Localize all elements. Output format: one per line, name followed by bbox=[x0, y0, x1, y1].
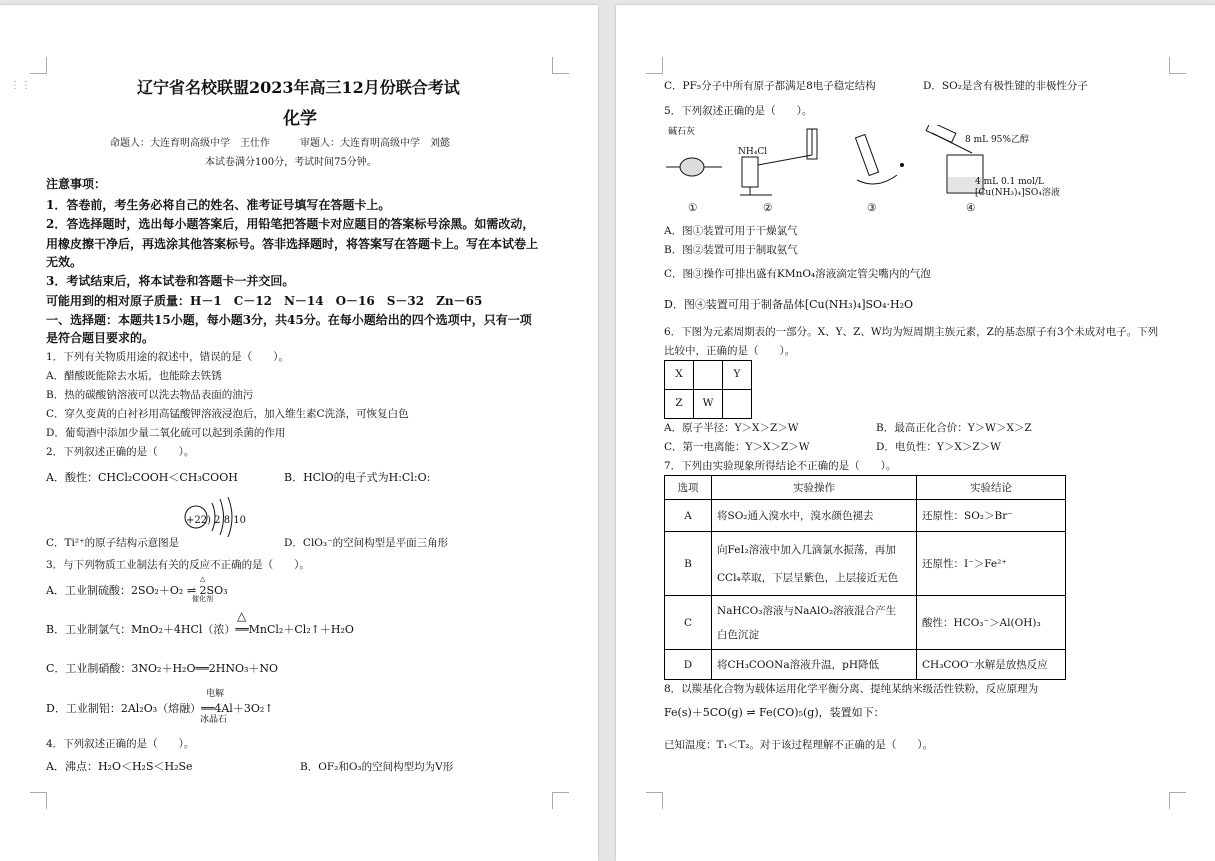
q3d-condition-bottom: 冰晶石 bbox=[200, 715, 228, 725]
table-row bbox=[665, 532, 1066, 596]
q6-option-d: D．电负性：Y＞X＞Z＞W bbox=[876, 441, 1001, 453]
corner-mark bbox=[552, 792, 569, 809]
question-6: 6．下图为元素周期表的一部分。X、Y、Z、W均为短周期主族元素，Z的基态原子有3个未成对电子。下列 bbox=[664, 326, 1159, 338]
table-row bbox=[665, 596, 1066, 650]
subject-title: 化学 bbox=[283, 109, 317, 129]
q4-option-a: A．沸点：H₂O＜H₂S＜H₂Se bbox=[46, 760, 193, 773]
q1-option-a: A．醋酸既能除去水垢，也能除去铁锈 bbox=[46, 370, 222, 382]
drag-handle-icon[interactable]: ⋮⋮ bbox=[10, 80, 32, 91]
row-option: B bbox=[665, 532, 712, 596]
q4-option-d: D．SO₂是含有极性键的非极性分子 bbox=[923, 80, 1088, 92]
figure-number-3: ③ bbox=[867, 202, 877, 214]
question-6-cont: 比较中，正确的是（ ）。 bbox=[664, 345, 796, 357]
figure-number-1: ① bbox=[688, 202, 698, 214]
atomic-mass: 可能用到的相对原子质量：H－1 C－12 N－14 O－16 S－32 Zn－65 bbox=[46, 294, 483, 308]
question-5: 5．下列叙述正确的是（ ）。 bbox=[664, 105, 813, 117]
question-8: 8．以羰基化合物为载体运用化学平衡分离、提纯某纳米级活性铁粉，反应原理为 bbox=[664, 683, 1039, 695]
figure-label-nh4cl: NH₄Cl bbox=[738, 147, 768, 157]
row-option: C bbox=[665, 596, 712, 650]
notice-1: 1．答卷前，考生务必将自己的姓名、准考证号填写在答题卡上。 bbox=[46, 198, 391, 212]
periodic-cell-y: Y bbox=[722, 360, 752, 390]
q3a-condition-top: △ bbox=[200, 575, 206, 583]
q3-option-a: A．工业制硫酸：2SO₂＋O₂ ⇌ 2SO₃ bbox=[46, 584, 228, 597]
section-heading-cont: 是符合题目要求的。 bbox=[46, 331, 155, 345]
table-header-row bbox=[665, 476, 1066, 500]
periodic-cell-w: W bbox=[693, 389, 723, 419]
document-page-right bbox=[616, 5, 1215, 861]
notice-2: 2．答选择题时，选出每小题答案后，用铅笔把答题卡对应题目的答案标号涂黑。如需改动， bbox=[46, 217, 535, 231]
question-4: 4．下列叙述正确的是（ ）。 bbox=[46, 738, 195, 750]
question-8-reaction: Fe(s)＋5CO(g) ⇌ Fe(CO)₅(g)，装置如下： bbox=[664, 706, 885, 719]
q1-option-b: B．热的碳酸钠溶液可以洗去物品表面的油污 bbox=[46, 389, 254, 401]
figure-label-soda-lime: 碱石灰 bbox=[668, 127, 696, 137]
q3a-condition-bottom: 催化剂 bbox=[192, 595, 213, 603]
figure-label-solution: [Cu(NH₃)₄]SO₄溶液 bbox=[975, 188, 1060, 198]
ti-atom-label: +22) 2 8 10 bbox=[186, 515, 246, 526]
q6-option-c: C．第一电离能：Y＞X＞Z＞W bbox=[664, 441, 810, 453]
question-2: 2．下列叙述正确的是（ ）。 bbox=[46, 446, 195, 458]
table-header-option: 选项 bbox=[665, 476, 712, 500]
q2-option-a: A．酸性：CHCl₂COOH＜CH₃COOH bbox=[46, 471, 238, 484]
table-row bbox=[665, 500, 1066, 532]
corner-mark bbox=[30, 792, 47, 809]
figure-label-ethanol: 8 mL 95%乙醇 bbox=[965, 135, 1029, 145]
q1-option-c: C．穿久变黄的白衬衫用高锰酸钾溶液浸泡后，加入维生素C洗涤，可恢复白色 bbox=[46, 408, 409, 420]
question-1: 1．下列有关物质用途的叙述中，错误的是（ ）。 bbox=[46, 351, 289, 363]
q3-option-c: C．工业制硝酸：3NO₂＋H₂O══2HNO₃＋NO bbox=[46, 662, 279, 675]
row-operation-line: 白色沉淀 bbox=[717, 628, 759, 641]
q4-option-b: B．OF₂和O₃的空间构型均为V形 bbox=[300, 761, 454, 773]
notice-3: 3．考试结束后，将本试卷和答题卡一并交回。 bbox=[46, 274, 295, 288]
corner-mark bbox=[30, 57, 47, 74]
exam-info: 本试卷满分100分，考试时间75分钟。 bbox=[205, 157, 377, 168]
q2-option-b: B．HClO的电子式为H:Cl:O: bbox=[284, 471, 431, 484]
q5-option-c: C．图③操作可排出盛有KMnO₄溶液滴定管尖嘴内的气泡 bbox=[664, 268, 931, 280]
row-operation: 将CH₃COONa溶液升温，pH降低 bbox=[712, 650, 917, 680]
q2-option-c: C．Ti²⁺的原子结构示意图是 bbox=[46, 537, 180, 549]
table-header-operation: 实验操作 bbox=[712, 476, 917, 500]
figure-number-4: ④ bbox=[966, 202, 976, 214]
corner-mark bbox=[552, 57, 569, 74]
q5-option-b: B．图②装置可用于制取氨气 bbox=[664, 244, 798, 256]
row-operation bbox=[712, 532, 917, 596]
exam-title: 辽宁省名校联盟2023年高三12月份联合考试 bbox=[137, 78, 460, 97]
document-page-left bbox=[0, 5, 598, 861]
corner-mark bbox=[646, 57, 663, 74]
row-conclusion: 还原性：I⁻＞Fe²⁺ bbox=[917, 532, 1066, 596]
notice-2-cont: 用橡皮擦干净后，再选涂其他答案标号。答非选择题时，将答案写在答题卡上。写在本试卷上 bbox=[46, 237, 539, 251]
row-conclusion: CH₃COO⁻水解是放热反应 bbox=[917, 650, 1066, 680]
row-conclusion: 酸性：HCO₃⁻＞Al(OH)₃ bbox=[917, 596, 1066, 650]
row-option: D bbox=[665, 650, 712, 680]
row-operation-line: 向FeI₂溶液中加入几滴氯水振荡，再加 bbox=[717, 543, 896, 556]
table-row bbox=[665, 650, 1066, 680]
question-3: 3．与下列物质工业制法有关的反应不正确的是（ ）。 bbox=[46, 559, 310, 571]
corner-mark bbox=[646, 792, 663, 809]
row-operation bbox=[712, 596, 917, 650]
experiment-table bbox=[664, 475, 1066, 680]
q1-option-d: D．葡萄酒中添加少量二氧化硫可以起到杀菌的作用 bbox=[46, 427, 286, 439]
q5-option-d: D．图④装置可用于制备晶体[Cu(NH₃)₄]SO₄·H₂O bbox=[664, 298, 914, 311]
notice-2-end: 无效。 bbox=[46, 255, 83, 269]
row-conclusion: 还原性：SO₂＞Br⁻ bbox=[917, 500, 1066, 532]
question-8-condition: 已知温度：T₁＜T₂。对于该过程理解不正确的是（ ）。 bbox=[664, 739, 934, 751]
table-header-conclusion: 实验结论 bbox=[917, 476, 1066, 500]
figure-number-2: ② bbox=[763, 202, 773, 214]
row-option: A bbox=[665, 500, 712, 532]
corner-mark bbox=[1169, 57, 1186, 74]
question-7: 7．下列由实验现象所得结论不正确的是（ ）。 bbox=[664, 460, 897, 472]
row-operation-line: NaHCO₃溶液与NaAlO₂溶液混合产生 bbox=[717, 604, 897, 617]
q3-option-d: D．工业制铝：2Al₂O₃（熔融）══4Al＋3O₂↑ bbox=[46, 702, 274, 715]
q6-option-b: B．最高正化合价：Y＞W＞X＞Z bbox=[876, 422, 1032, 434]
q3-option-b: B．工业制氯气：MnO₂＋4HCl（浓）══MnCl₂＋Cl₂↑＋H₂O bbox=[46, 623, 354, 636]
periodic-cell-x: X bbox=[664, 360, 694, 390]
periodic-cell-empty bbox=[693, 360, 723, 390]
q3b-condition: △ bbox=[237, 609, 247, 623]
q5-option-a: A．图①装置可用于干燥氯气 bbox=[664, 225, 798, 237]
corner-mark bbox=[1169, 792, 1186, 809]
section-heading: 一、选择题：本题共15小题，每小题3分，共45分。在每小题给出的四个选项中，只有一项 bbox=[46, 313, 532, 327]
figure-label-concentration: 4 mL 0.1 mol/L bbox=[975, 177, 1044, 187]
notice-heading: 注意事项： bbox=[46, 177, 107, 191]
q4-option-c: C．PF₅分子中所有原子都满足8电子稳定结构 bbox=[664, 80, 876, 92]
row-operation-line: CCl₄萃取，下层呈紫色，上层接近无色 bbox=[717, 571, 899, 584]
periodic-cell-empty bbox=[722, 389, 752, 419]
row-operation: 将SO₂通入溴水中，溴水颜色褪去 bbox=[712, 500, 917, 532]
q2-option-d: D．ClO₃⁻的空间构型是平面三角形 bbox=[284, 537, 449, 549]
periodic-cell-z: Z bbox=[664, 389, 694, 419]
q6-option-a: A．原子半径：Y＞X＞Z＞W bbox=[664, 422, 799, 434]
q3d-condition-top: 电解 bbox=[206, 689, 225, 699]
authors: 命题人：大连育明高级中学 王仕作 审题人：大连育明高级中学 刘懿 bbox=[110, 138, 450, 149]
